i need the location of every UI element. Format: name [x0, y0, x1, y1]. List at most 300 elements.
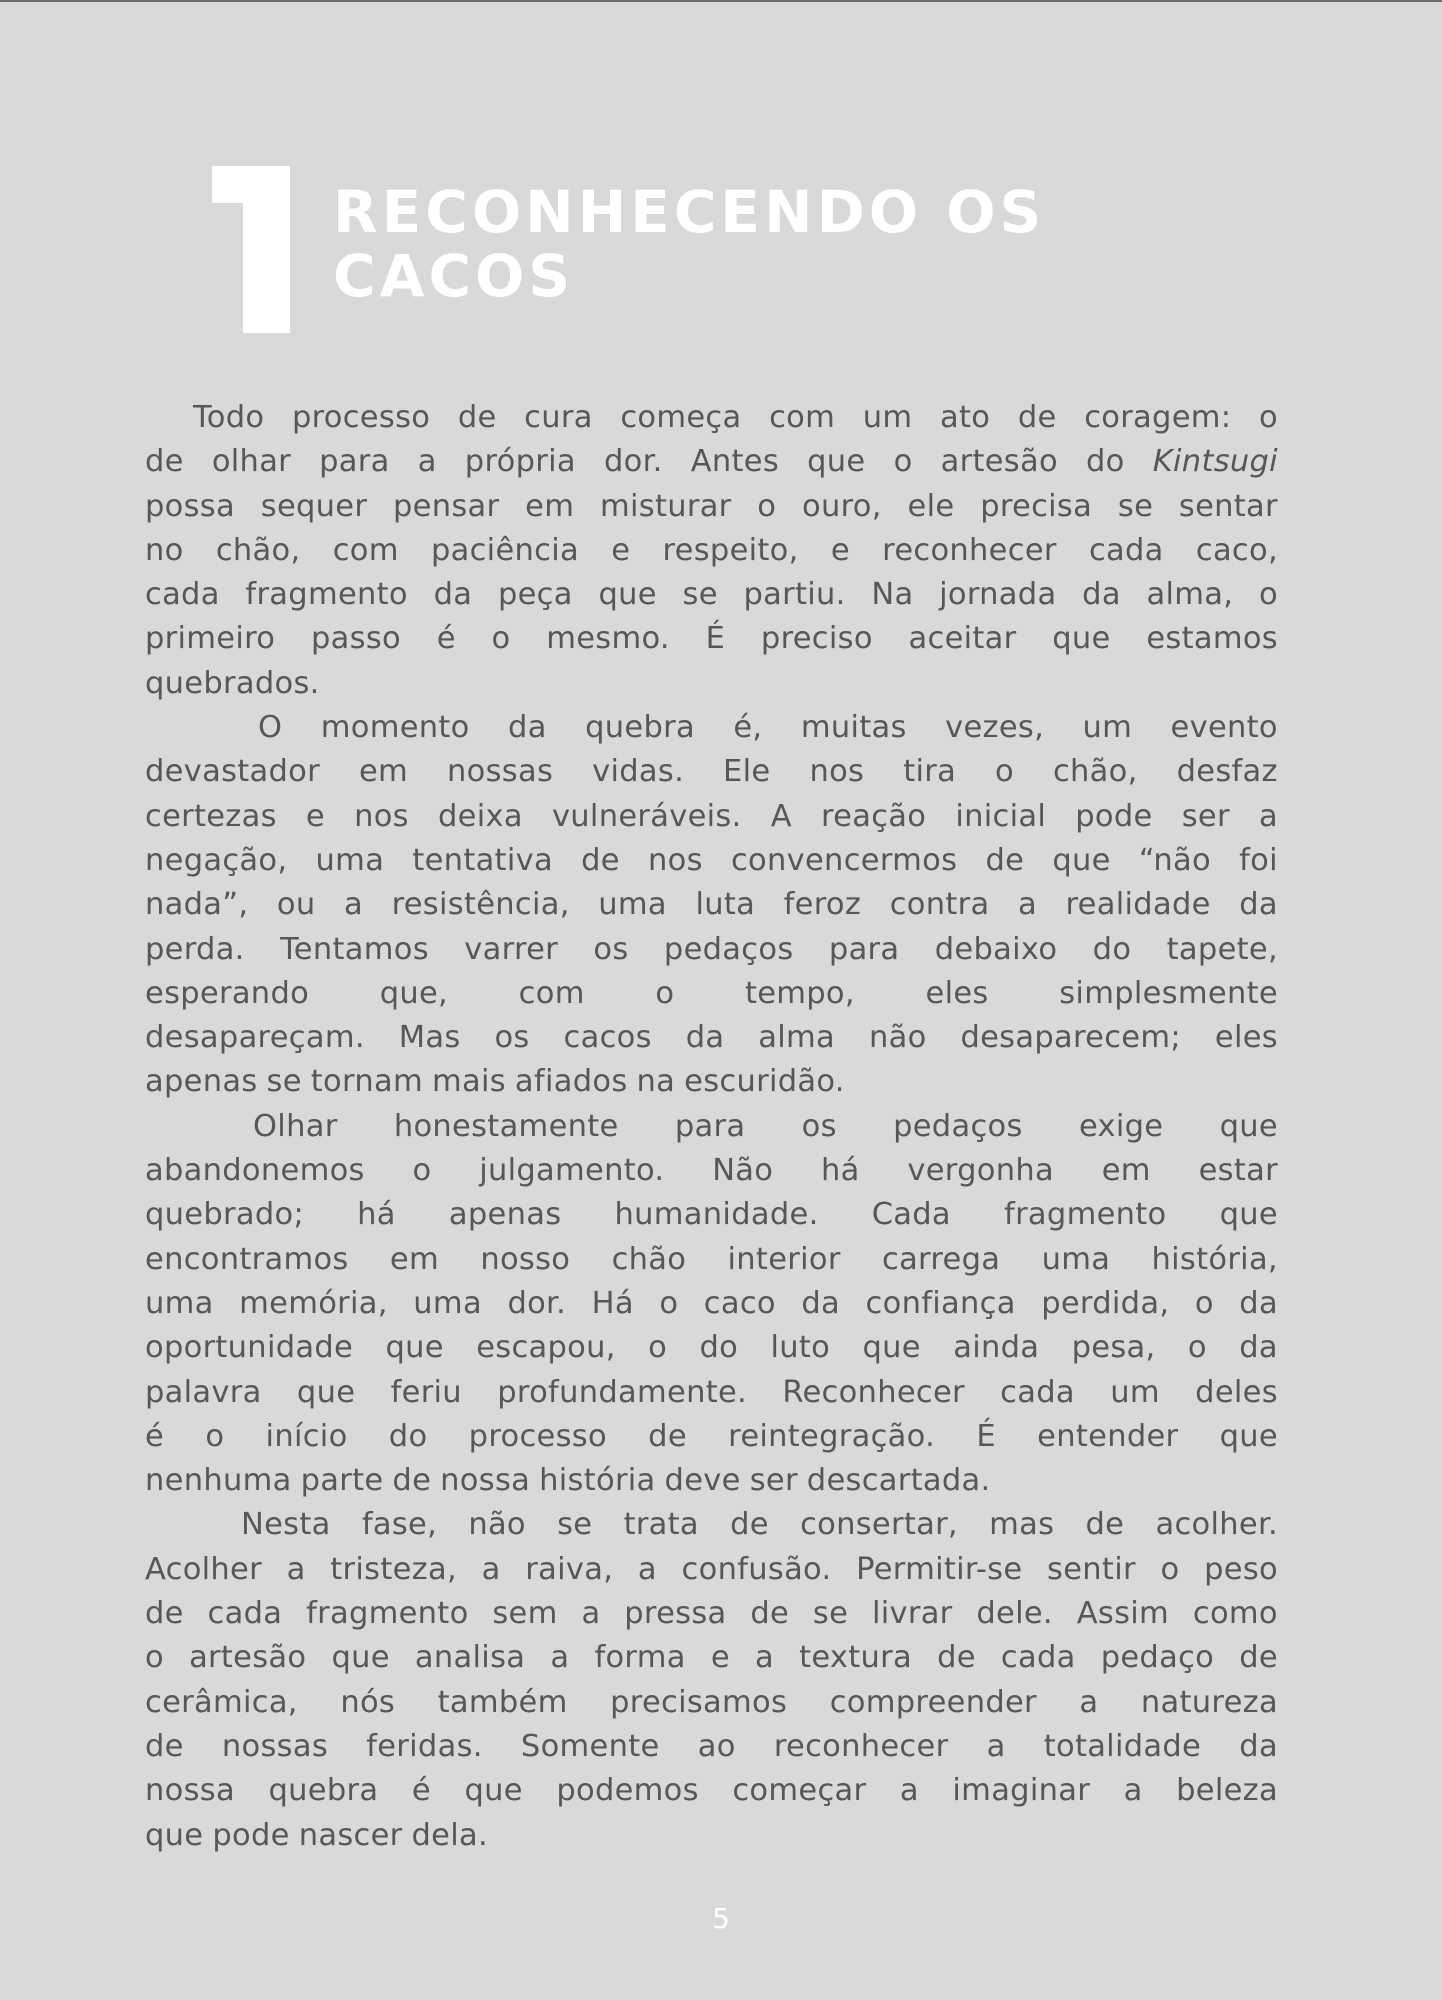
- word: que: [145, 1817, 204, 1853]
- word: dele.: [976, 1596, 1053, 1632]
- word: realidade: [1065, 887, 1211, 923]
- word: tempo,: [744, 975, 855, 1011]
- word: “não: [1138, 842, 1211, 878]
- word: a: [1079, 1684, 1099, 1720]
- word: o: [757, 488, 777, 524]
- word: se: [682, 577, 718, 613]
- word: a: [286, 1551, 306, 1587]
- word: pedaços: [893, 1108, 1023, 1144]
- word: a: [344, 887, 364, 923]
- text-line: [145, 1282, 1278, 1326]
- word: e: [710, 1640, 730, 1676]
- word: de: [581, 842, 620, 878]
- word: mesmo.: [546, 621, 670, 657]
- word: carrega: [882, 1241, 1001, 1277]
- word: da: [1239, 1728, 1278, 1764]
- word: Mas: [398, 1020, 461, 1056]
- word: deixa: [438, 798, 523, 834]
- word: que: [1219, 1418, 1278, 1454]
- word: que: [296, 1374, 356, 1410]
- word: Assim: [1076, 1596, 1170, 1632]
- word: simplesmente: [1059, 975, 1278, 1011]
- word: mas: [989, 1507, 1055, 1543]
- word: tornam: [310, 1064, 423, 1100]
- word: se: [266, 1064, 302, 1100]
- word: É: [976, 1418, 996, 1454]
- word: nada”,: [145, 887, 249, 923]
- word: de: [1085, 1507, 1125, 1543]
- word: entender: [1037, 1418, 1179, 1454]
- word: quebrados.: [145, 665, 320, 701]
- word: reação: [821, 798, 927, 834]
- word: se: [557, 1507, 593, 1543]
- word: Todo: [193, 400, 265, 435]
- word: natureza: [1140, 1684, 1278, 1720]
- word: Na: [871, 577, 914, 613]
- word: totalidade: [1043, 1728, 1202, 1764]
- text-line: [145, 573, 1278, 617]
- word: de: [1017, 400, 1057, 435]
- word: Ele: [723, 754, 771, 790]
- word: a: [550, 1640, 570, 1676]
- word: inicial: [955, 798, 1047, 834]
- word: ouro,: [802, 488, 882, 524]
- word: dor.: [603, 444, 663, 480]
- chapter-number-glyph: [212, 166, 290, 333]
- word: de: [457, 400, 497, 435]
- word: do: [388, 1418, 428, 1454]
- chapter-number-stem: [243, 166, 290, 333]
- text-line: [145, 706, 1278, 750]
- word: o: [655, 975, 675, 1011]
- word: caco,: [1195, 532, 1278, 568]
- word: começar: [732, 1773, 867, 1809]
- word: de: [985, 842, 1025, 878]
- chapter-body: [145, 396, 1278, 1858]
- word: Cada: [871, 1197, 951, 1233]
- word: precisamos: [610, 1684, 788, 1720]
- text-line: [145, 1636, 1278, 1680]
- word: em: [1101, 1153, 1151, 1189]
- word: confiança: [865, 1285, 1016, 1321]
- word: um: [862, 400, 913, 435]
- word: de: [730, 1507, 769, 1543]
- word: possa: [145, 488, 235, 524]
- word: pode: [1075, 798, 1153, 834]
- word: não: [468, 1507, 526, 1543]
- word: com: [769, 400, 836, 435]
- word: estar: [1198, 1153, 1278, 1189]
- word: da: [1239, 1330, 1278, 1366]
- word: de: [648, 1418, 687, 1454]
- text-line: [145, 617, 1278, 661]
- word: chão,: [215, 532, 301, 568]
- word: e: [611, 532, 631, 568]
- word: nossa: [440, 1463, 531, 1499]
- word: uma: [1041, 1241, 1111, 1277]
- text-line: [145, 1459, 1278, 1503]
- text-line: [145, 1725, 1278, 1769]
- word: o: [1187, 1330, 1207, 1366]
- word: cada: [207, 1596, 283, 1632]
- word: é,: [733, 710, 763, 746]
- text-line: [145, 396, 1278, 440]
- chapter-title-line: CACOS: [333, 242, 575, 310]
- word: o: [1160, 1551, 1180, 1587]
- word: se: [1117, 488, 1154, 524]
- word: chão,: [1052, 754, 1138, 790]
- word: se: [812, 1596, 849, 1632]
- word: nosso: [480, 1241, 571, 1277]
- word: memória,: [239, 1285, 388, 1321]
- word: desapareçam.: [145, 1020, 365, 1056]
- word: quebra: [268, 1773, 379, 1809]
- word: estamos: [1146, 621, 1278, 657]
- word: o: [412, 1153, 432, 1189]
- word: nenhuma: [145, 1463, 292, 1499]
- word: muitas: [800, 710, 907, 746]
- word: foi: [1239, 842, 1278, 878]
- word: que: [385, 1330, 444, 1366]
- word: paciência: [430, 532, 579, 568]
- italic-word: Kintsugi: [1152, 444, 1278, 480]
- text-line: [145, 1548, 1278, 1592]
- text-line: [145, 1503, 1278, 1547]
- word: é: [145, 1418, 165, 1454]
- word: evento: [1170, 710, 1278, 746]
- word: compreender: [829, 1684, 1037, 1720]
- word: textura: [799, 1640, 912, 1676]
- word: caco: [703, 1285, 776, 1321]
- word: Há: [591, 1285, 634, 1321]
- word: escapou,: [476, 1330, 616, 1366]
- word: palavra: [145, 1374, 262, 1410]
- word: livrar: [871, 1596, 953, 1632]
- word: cura: [524, 400, 593, 435]
- word: ao: [697, 1728, 736, 1764]
- word: o: [893, 444, 913, 480]
- word: Reconhecer: [782, 1374, 965, 1410]
- paragraph: [145, 396, 1278, 706]
- word: esperando: [145, 975, 310, 1011]
- word: exige: [1078, 1108, 1164, 1144]
- word: de: [145, 1596, 184, 1632]
- text-line: [145, 529, 1278, 573]
- text-line: [145, 1105, 1278, 1149]
- word: dor.: [507, 1285, 567, 1321]
- word: em: [358, 754, 409, 790]
- word: na: [636, 1064, 676, 1100]
- word: analisa: [414, 1640, 526, 1676]
- word: Acolher: [145, 1551, 262, 1587]
- word: tristeza,: [330, 1551, 457, 1587]
- word: para: [319, 444, 390, 480]
- word: história,: [1151, 1241, 1278, 1277]
- word: cada: [1000, 1640, 1076, 1676]
- word: quebrado;: [145, 1197, 305, 1233]
- word: vergonha: [907, 1153, 1054, 1189]
- word: o: [205, 1418, 225, 1454]
- word: e: [305, 798, 325, 834]
- word: passo: [310, 621, 401, 657]
- word: fragmento: [1004, 1197, 1167, 1233]
- word: o: [491, 621, 511, 657]
- text-line: [145, 1769, 1278, 1813]
- text-line: [145, 1592, 1278, 1636]
- word: que: [1052, 621, 1111, 657]
- word: há: [821, 1153, 860, 1189]
- word: um: [1082, 710, 1133, 746]
- word: nascer: [298, 1817, 403, 1853]
- word: o: [648, 1330, 668, 1366]
- word: início: [265, 1418, 348, 1454]
- word: desfaz: [1176, 754, 1278, 790]
- word: para: [674, 1108, 746, 1144]
- word: nós: [340, 1684, 396, 1720]
- word: respeito,: [662, 532, 799, 568]
- word: vulneráveis.: [551, 798, 742, 834]
- word: ser: [749, 1463, 798, 1499]
- word: varrer: [464, 931, 559, 967]
- word: feridas.: [366, 1728, 483, 1764]
- word: Olhar: [253, 1108, 338, 1144]
- word: fragmento: [245, 577, 408, 613]
- word: beleza: [1176, 1773, 1278, 1809]
- word: o: [1194, 1285, 1214, 1321]
- word: encontramos: [145, 1241, 349, 1277]
- text-line: [145, 750, 1278, 794]
- word: contra: [889, 887, 990, 923]
- word: ser: [1181, 798, 1230, 834]
- text-line: [145, 1371, 1278, 1415]
- word: que,: [379, 975, 449, 1011]
- word: A: [770, 798, 792, 834]
- text-line: [145, 1149, 1278, 1193]
- word: começa: [620, 400, 742, 435]
- text-line: [145, 972, 1278, 1016]
- word: sequer: [260, 488, 368, 524]
- word: reconhecer: [882, 532, 1057, 568]
- word: é: [436, 621, 456, 657]
- word: apenas: [145, 1064, 258, 1100]
- word: fragmento: [306, 1596, 469, 1632]
- word: trata: [623, 1507, 699, 1543]
- word: julgamento.: [479, 1153, 665, 1189]
- word: tira: [903, 754, 957, 790]
- word: do: [1086, 444, 1125, 480]
- word: uma: [145, 1285, 214, 1321]
- word: raiva,: [525, 1551, 614, 1587]
- word: os: [494, 1020, 530, 1056]
- word: cacos: [563, 1020, 652, 1056]
- word: deles: [1195, 1374, 1278, 1410]
- word: deve: [664, 1463, 741, 1499]
- word: de: [1239, 1640, 1278, 1676]
- word: interior: [727, 1241, 841, 1277]
- word: os: [801, 1108, 837, 1144]
- word: alma: [758, 1020, 836, 1056]
- word: pressa: [624, 1596, 727, 1632]
- word: de: [750, 1596, 790, 1632]
- text-line: [145, 1415, 1278, 1459]
- word: processo: [468, 1418, 607, 1454]
- text-line: [145, 440, 1278, 484]
- word: que: [807, 444, 866, 480]
- word: a: [417, 444, 437, 480]
- word: cada: [1000, 1374, 1075, 1410]
- word: é: [411, 1773, 431, 1809]
- word: como: [1192, 1596, 1278, 1632]
- word: desaparecem;: [960, 1020, 1181, 1056]
- word: preciso: [760, 621, 873, 657]
- paragraph: [145, 1503, 1278, 1857]
- word: chão: [611, 1241, 687, 1277]
- word: que: [862, 1330, 921, 1366]
- word: podemos: [556, 1773, 699, 1809]
- text-line: [145, 1060, 1278, 1104]
- word: a: [1258, 798, 1278, 834]
- word: processo: [291, 400, 431, 435]
- word: convencermos: [730, 842, 958, 878]
- word: de: [145, 1728, 184, 1764]
- word: da: [1239, 1285, 1278, 1321]
- word: da: [1082, 577, 1121, 613]
- word: os: [593, 931, 629, 967]
- word: artesão: [940, 444, 1058, 480]
- word: eles: [925, 975, 989, 1011]
- word: ou: [276, 887, 316, 923]
- word: a: [481, 1551, 501, 1587]
- word: luta: [695, 887, 756, 923]
- text-line: [145, 883, 1278, 927]
- word: afiados: [514, 1064, 628, 1100]
- word: nos: [809, 754, 865, 790]
- word: história: [539, 1463, 656, 1499]
- word: de: [392, 1463, 432, 1499]
- word: nos: [354, 798, 409, 834]
- word: Permitir-se: [856, 1551, 1023, 1587]
- word: também: [437, 1684, 568, 1720]
- word: artesão: [189, 1640, 307, 1676]
- word: que: [598, 577, 657, 613]
- chapter-title: [333, 180, 1233, 308]
- word: fase,: [361, 1507, 438, 1543]
- word: a: [986, 1728, 1006, 1764]
- word: a: [1017, 887, 1037, 923]
- word: humanidade.: [614, 1197, 819, 1233]
- word: resistência,: [391, 887, 570, 923]
- word: apenas: [448, 1197, 562, 1233]
- word: o: [1258, 400, 1278, 435]
- word: precisa: [980, 488, 1093, 524]
- word: uma: [598, 887, 667, 923]
- word: eles: [1214, 1020, 1278, 1056]
- word: nossas: [446, 754, 554, 790]
- word: honestamente: [393, 1108, 619, 1144]
- word: nos: [648, 842, 703, 878]
- text-line: [145, 1238, 1278, 1282]
- paragraph: [145, 706, 1278, 1105]
- word: confusão.: [681, 1551, 832, 1587]
- word: peça: [497, 577, 573, 613]
- word: acolher.: [1155, 1507, 1278, 1543]
- word: uma: [413, 1285, 482, 1321]
- word: consertar,: [800, 1507, 958, 1543]
- word: sem: [492, 1596, 558, 1632]
- word: primeiro: [145, 621, 276, 657]
- word: a: [637, 1551, 657, 1587]
- word: Tentamos: [280, 931, 429, 967]
- chapter-title-line: RECONHECENDO OS: [333, 178, 1046, 246]
- word: aceitar: [908, 621, 1017, 657]
- word: reintegração.: [728, 1418, 936, 1454]
- text-line: [145, 1681, 1278, 1725]
- word: vezes,: [945, 710, 1045, 746]
- word: da: [508, 710, 547, 746]
- word: Somente: [520, 1728, 660, 1764]
- word: da: [685, 1020, 725, 1056]
- word: reconhecer: [773, 1728, 949, 1764]
- word: que: [331, 1640, 390, 1676]
- word: mais: [431, 1064, 506, 1100]
- word: perdida,: [1041, 1285, 1170, 1321]
- word: cada: [145, 577, 220, 613]
- word: misturar: [599, 488, 732, 524]
- word: negação,: [145, 842, 288, 878]
- word: o: [659, 1285, 679, 1321]
- word: luto: [770, 1330, 831, 1366]
- word: Nesta: [241, 1507, 331, 1543]
- word: feroz: [783, 887, 862, 923]
- word: nossas: [221, 1728, 329, 1764]
- word: pedaço: [1100, 1640, 1215, 1676]
- word: o: [1258, 577, 1278, 613]
- word: o: [145, 1640, 164, 1676]
- word: alma,: [1146, 577, 1234, 613]
- word: momento: [320, 710, 470, 746]
- word: coragem:: [1084, 400, 1232, 435]
- word: no: [145, 532, 184, 568]
- word: uma: [315, 842, 385, 878]
- word: sentar: [1178, 488, 1278, 524]
- page-number: 5: [712, 1902, 730, 1935]
- word: olhar: [211, 444, 292, 480]
- word: forma: [594, 1640, 686, 1676]
- word: nossa: [145, 1773, 235, 1809]
- text-line: [145, 839, 1278, 883]
- word: tapete,: [1166, 931, 1278, 967]
- word: o: [995, 754, 1015, 790]
- word: feriu: [390, 1374, 462, 1410]
- word: debaixo: [934, 931, 1058, 967]
- word: Antes: [690, 444, 780, 480]
- word: escuridão.: [684, 1064, 845, 1100]
- word: em: [525, 488, 575, 524]
- word: não: [868, 1020, 927, 1056]
- text-line: [145, 1814, 1278, 1858]
- word: um: [1110, 1374, 1160, 1410]
- text-line: [145, 1193, 1278, 1237]
- word: há: [357, 1197, 396, 1233]
- word: partiu.: [743, 577, 846, 613]
- word: O: [258, 710, 283, 746]
- word: ainda: [953, 1330, 1040, 1366]
- word: do: [1092, 931, 1132, 967]
- word: a: [1123, 1773, 1143, 1809]
- word: do: [699, 1330, 739, 1366]
- word: a: [581, 1596, 601, 1632]
- word: peso: [1204, 1551, 1278, 1587]
